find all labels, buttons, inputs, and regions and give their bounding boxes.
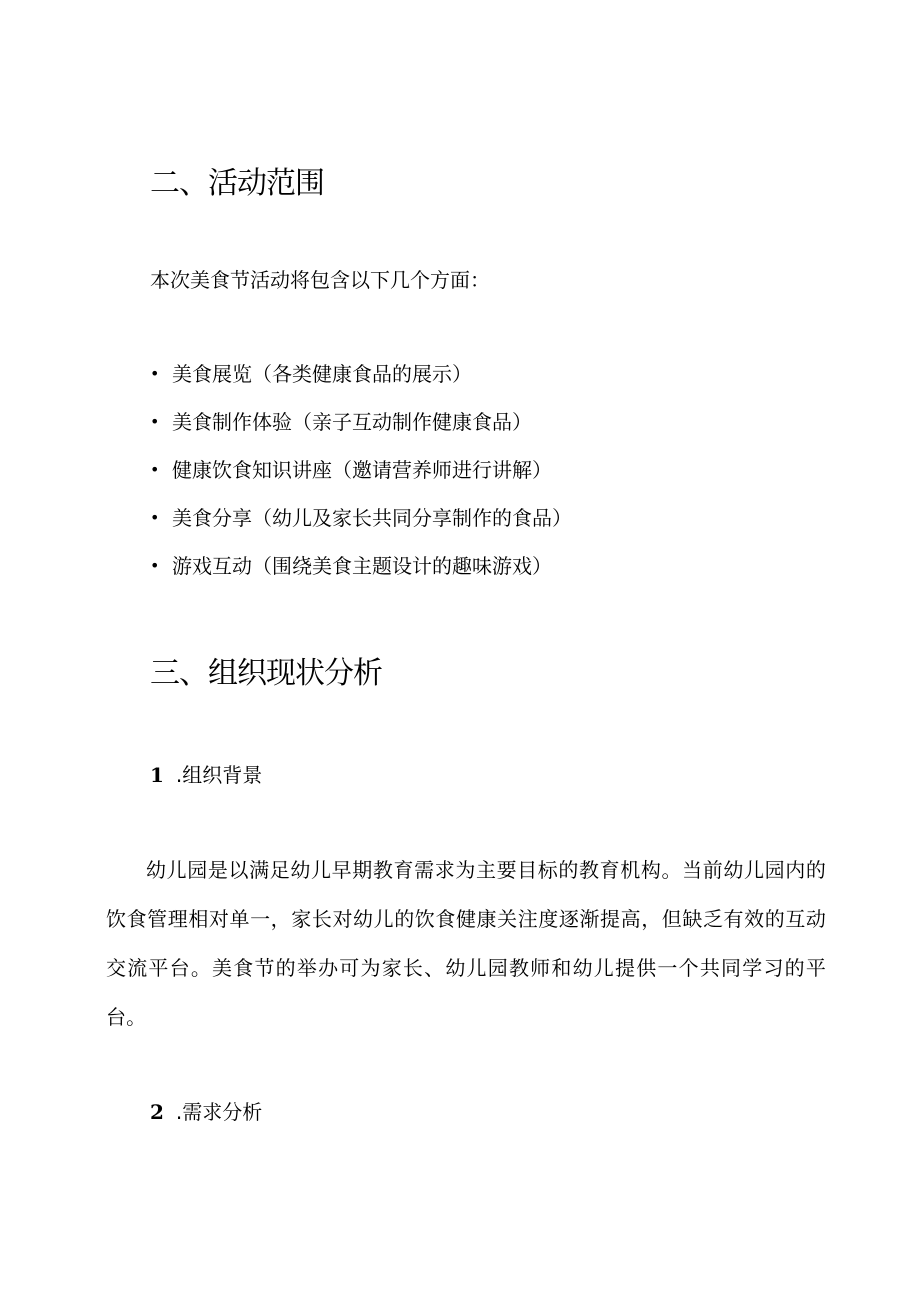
bullet-icon: • — [150, 364, 160, 383]
list-item-text: 美食制作体验（亲子互动制作健康食品） — [172, 410, 532, 434]
list-item — [150, 550, 572, 598]
bullet-icon: • — [150, 556, 160, 575]
bullet-icon: • — [150, 412, 160, 431]
section-2-heading: 二、活动范围 — [150, 166, 324, 201]
list-item-text: 美食展览（各类健康食品的展示） — [172, 362, 472, 386]
section-2-intro: 本次美食节活动将包含以下几个方面： — [150, 268, 490, 292]
subsection-1-number: 1 — [150, 763, 164, 787]
list-item — [150, 406, 572, 454]
list-item — [150, 502, 572, 550]
activity-list — [150, 358, 572, 598]
list-item-text: 游戏互动（围绕美食主题设计的趣味游戏） — [172, 554, 552, 578]
subsection-2-heading — [150, 1097, 262, 1127]
list-item-text: 健康饮食知识讲座（邀请营养师进行讲解） — [172, 458, 552, 482]
subsection-1-heading — [150, 760, 262, 790]
list-item — [150, 454, 572, 502]
subsection-1-title: .组织背景 — [175, 763, 263, 787]
subsection-1-paragraph: 幼儿园是以满足幼儿早期教育需求为主要目标的教育机构。当前幼儿园内的饮食管理相对单一，家长对幼儿的饮食健康关注度逐渐提高，但缺乏有效的互动交流平台。美食节的举办可为家长、幼儿园教师和幼儿提供一个共同学习的平台。 — [106, 858, 826, 1029]
section-3-heading: 三、组织现状分析 — [150, 656, 382, 691]
bullet-icon: • — [150, 460, 160, 479]
list-item — [150, 358, 572, 406]
bullet-icon: • — [150, 508, 160, 527]
subsection-2-title: .需求分析 — [175, 1100, 263, 1124]
subsection-2-number: 2 — [150, 1100, 164, 1124]
list-item-text: 美食分享（幼儿及家长共同分享制作的食品） — [172, 506, 572, 530]
